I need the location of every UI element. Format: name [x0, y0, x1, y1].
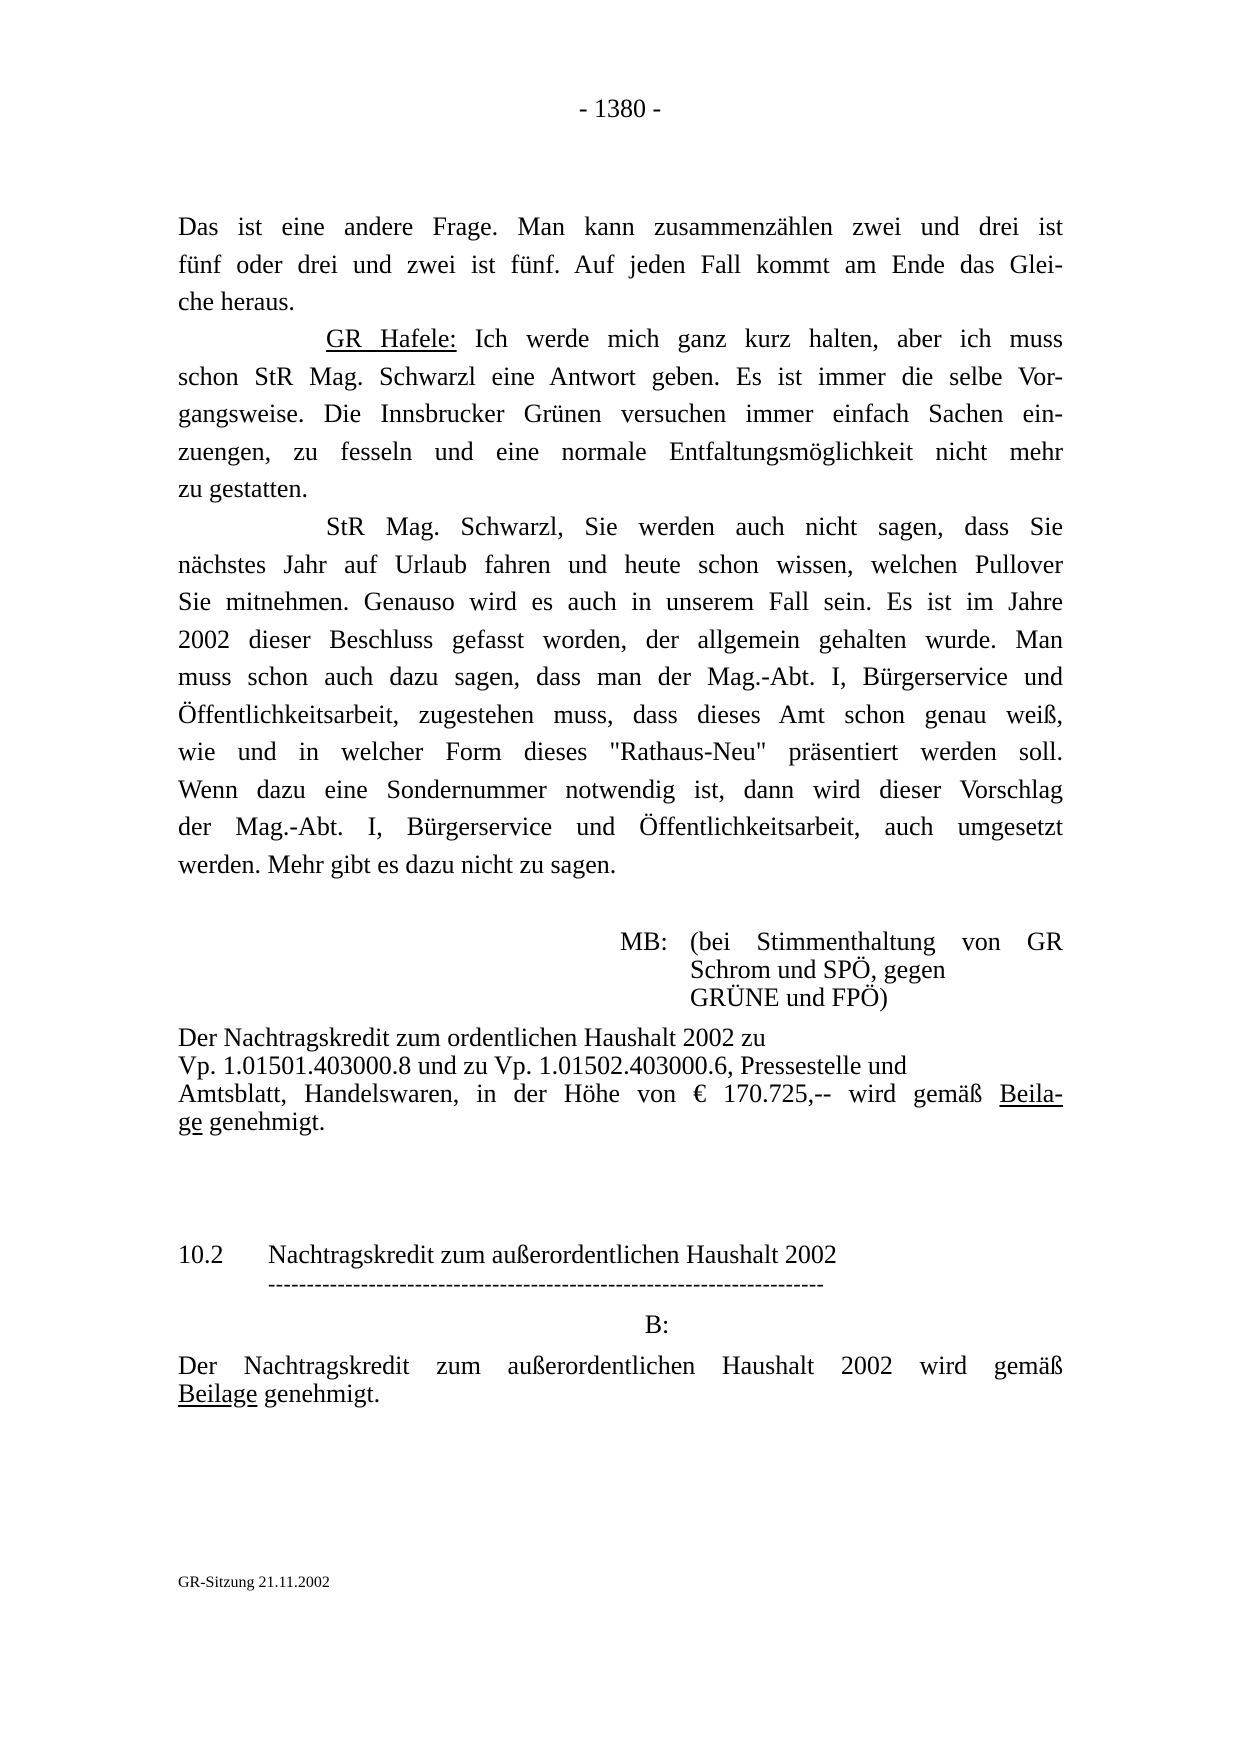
paragraph-1	[178, 208, 1063, 321]
text-line: fünf oder drei und zwei ist fünf. Auf jeden Fall kommt am Ende das Glei-	[178, 249, 1063, 279]
text-line: Der Nachtragskredit zum ordentlichen Haushalt 2002 zu	[178, 1023, 766, 1052]
text-line: Schrom und SPÖ, gegen	[690, 955, 946, 984]
paragraph-3	[178, 508, 1063, 883]
text-line: nächstes Jahr auf Urlaub fahren und heute schon wissen, welchen Pullover	[178, 549, 1063, 579]
text-span: Ich werde mich ganz kurz halten, aber ich muss	[456, 324, 1064, 353]
text-line: zu gestatten.	[178, 474, 308, 503]
text-line: Wenn dazu eine Sondernummer notwendig ist, dann wird dieser Vorschlag	[178, 774, 1063, 804]
b-label: B:	[644, 1310, 670, 1339]
attachment-link: Beila-	[999, 1079, 1063, 1108]
text-line: zuengen, zu fesseln und eine normale Entfaltungsmöglichkeit nicht mehr	[178, 436, 1063, 466]
text-span: Amtsblatt, Handelswaren, in der Höhe von € 170.725,-- wird gemäß	[178, 1079, 983, 1108]
page-number: - 1380 -	[578, 94, 662, 123]
divider: ------------------------------------------------------------------------	[268, 1274, 825, 1294]
text-line: Öffentlichkeitsarbeit, zugestehen muss, dass dieses Amt schon genau weiß,	[178, 699, 1063, 729]
attachment-link: ge	[178, 1107, 203, 1136]
text-line: gangsweise. Die Innsbrucker Grünen versuchen immer einfach Sachen ein-	[178, 399, 1063, 428]
text-line: Sie mitnehmen. Genauso wird es auch in unserem Fall sein. Es ist im Jahre	[178, 587, 1063, 616]
text-line	[178, 1108, 1063, 1136]
text-line	[178, 508, 1063, 546]
mb-label: MB:	[620, 927, 668, 956]
vote-details	[690, 928, 1063, 1012]
text-line: 2002 dieser Beschluss gefasst worden, der allgemein gehalten wurde. Man	[178, 624, 1063, 654]
text-line	[178, 1080, 1063, 1108]
text-span: genehmigt.	[202, 1107, 326, 1136]
item-number: 10.2	[178, 1240, 224, 1269]
text-line: muss schon auch dazu sagen, dass man der Mag.-Abt. I, Bürgerservice und	[178, 662, 1063, 691]
text-line: Der Nachtragskredit zum außerordentlichen Haushalt 2002 wird gemäß	[178, 1351, 1063, 1380]
text-span: StR Mag. Schwarzl, Sie werden auch nicht sagen, dass Sie	[326, 512, 1063, 541]
text-line: wie und in welcher Form dieses "Rathaus-Neu" präsentiert werden soll.	[178, 737, 1063, 766]
text-span: genehmigt.	[257, 1379, 381, 1408]
item-title: Nachtragskredit zum außerordentlichen Haushalt 2002	[268, 1240, 837, 1269]
footer: GR-Sitzung 21.11.2002	[178, 1574, 330, 1591]
text-line: werden. Mehr gibt es dazu nicht zu sagen.	[178, 849, 617, 879]
text-line	[178, 1380, 1063, 1408]
paragraph-2	[178, 320, 1063, 508]
speaker-name: GR Hafele:	[326, 324, 457, 353]
text-line: der Mag.-Abt. I, Bürgerservice und Öffentlichkeitsarbeit, auch umgesetzt	[178, 812, 1063, 841]
text-line: Vp. 1.01501.403000.8 und zu Vp. 1.01502.403000.6, Pressestelle und	[178, 1051, 907, 1080]
resolution-2	[178, 1352, 1063, 1408]
resolution-1	[178, 1024, 1063, 1136]
text-line: che heraus.	[178, 287, 295, 316]
text-line: schon StR Mag. Schwarzl eine Antwort geben. Es ist immer die selbe Vor-	[178, 361, 1063, 391]
text-line	[178, 320, 1063, 358]
text-line: (bei Stimmenthaltung von GR	[690, 927, 1063, 956]
text-line: GRÜNE und FPÖ)	[690, 983, 888, 1012]
text-line: Das ist eine andere Frage. Man kann zusammenzählen zwei und drei ist	[178, 212, 1063, 241]
attachment-link: Beilage	[178, 1379, 258, 1408]
